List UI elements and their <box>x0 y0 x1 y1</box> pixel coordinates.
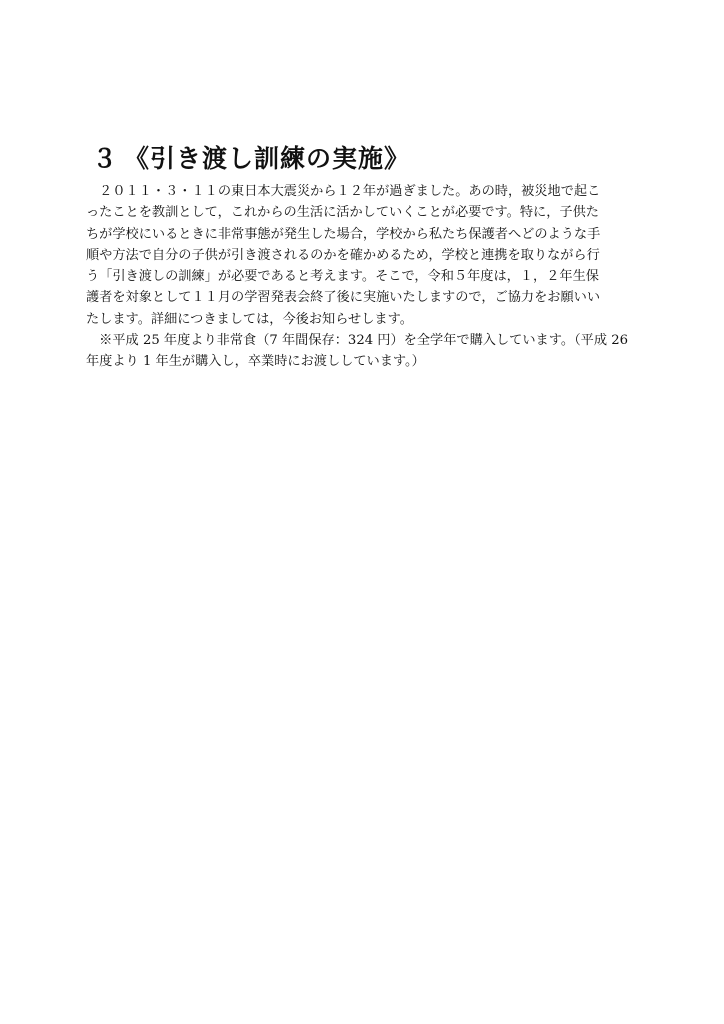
section-title: 《引き渡し訓練の実施》 <box>124 144 411 173</box>
paragraph-line: ったことを教訓として，これからの生活に活かしていくことが必要です。特に，子供た <box>86 205 599 221</box>
paragraph-line: 順や方法で自分の子供が引き渡されるのかを確かめるため，学校と連携を取りながら行 <box>86 247 600 263</box>
section-body <box>86 181 646 373</box>
paragraph-line: たします。詳細につきましては，今後お知らせします。 <box>86 311 413 327</box>
paragraph-line: 年度より 1 年生が購入し，卒業時にお渡ししています。） <box>86 354 425 370</box>
paragraph-training <box>86 181 646 330</box>
paragraph-line: ２０１１・３・１１の東日本大震災から１２年が過ぎました。あの時，被災地で起こ <box>86 184 601 199</box>
section-number: ３ <box>92 144 119 173</box>
paragraph-line: ちが学校にいるときに非常事態が発生した場合，学校から私たち保護者へどのような手 <box>86 226 601 242</box>
paragraph-line: う「引き渡しの訓練」が必要であると考えます。そこで，令和５年度は，１，２年生保 <box>86 269 599 285</box>
section-heading <box>92 142 410 176</box>
paragraph-line: 護者を対象として１１月の学習発表会終了後に実施いたしますので，ご協力をお願いい <box>86 290 601 306</box>
paragraph-line: ※平成 25 年度より非常食（7 年間保存：324 円）を全学年で購入しています。（平成 26 <box>86 333 628 349</box>
paragraph-emergency-food-note <box>86 330 646 373</box>
